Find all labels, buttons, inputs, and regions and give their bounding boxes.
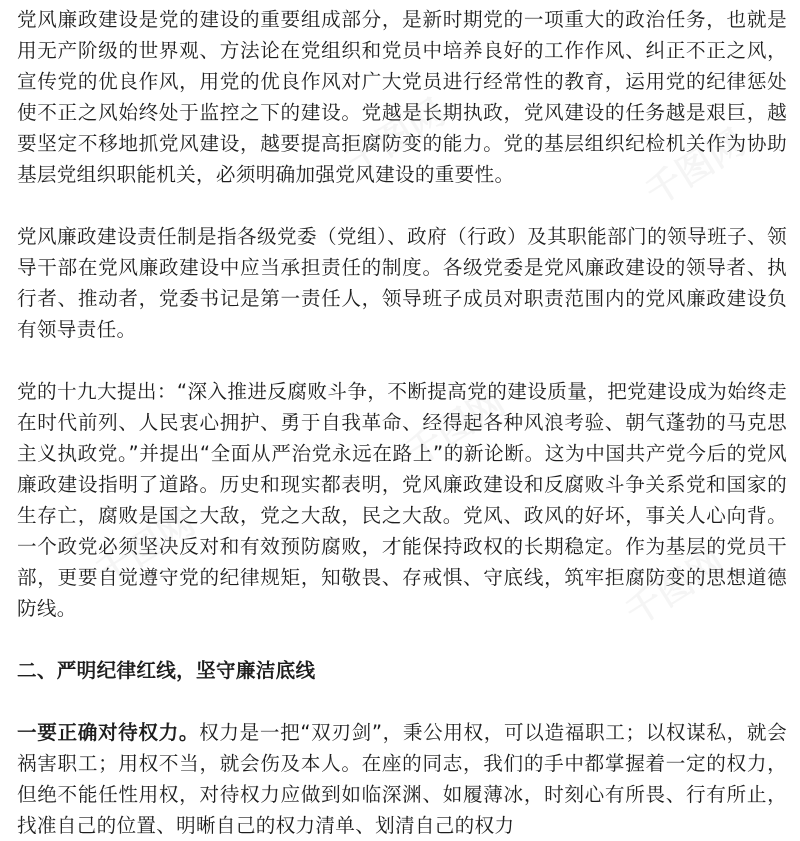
paragraph-2: 党风廉政建设责任制是指各级党委（党组）、政府（行政）及其职能部门的领导班子、领导干部在党风廉政建设中应当承担责任的制度。各级党委是党风廉政建设的领导者、执行者、推动者，党委书记是第一责任人，领导班子成员对职责范围内的党风廉政建设负有领导责任。 <box>17 225 787 341</box>
paragraph-gap <box>17 345 787 376</box>
paragraph-4 <box>17 717 787 841</box>
document-body <box>17 0 787 841</box>
paragraph-gap <box>17 624 787 655</box>
section-heading: 二、严明纪律红线，坚守廉洁底线 <box>17 659 316 682</box>
paragraph-1: 党风廉政建设是党的建设的重要组成部分，是新时期党的一项重大的政治任务，也就是用无产阶级的世界观、方法论在党组织和党员中培养良好的工作作风、纠正不正之风，宣传党的优良作风，用党的优良作风对广大党员进行经常性的教育，运用党的纪律惩处使不正之风始终处于监控之下的建设。党越是长期执政，党风建设的任务越是艰巨，越要坚定不移地抓党风建设，越要提高拒腐防变的能力。党的基层组织纪检机关作为协助基层党组织职能机关，必须明确加强党风建设的重要性。 <box>17 8 787 186</box>
paragraph-3: 党的十九大提出：“深入推进反腐败斗争，不断提高党的建设质量，把党建设成为始终走在时代前列、人民衷心拥护、勇于自我革命、经得起各种风浪考验、朝气蓬勃的马克思主义执政党。”并提出“全面从严治党永远在路上”的新论断。这为中国共产党今后的党风廉政建设指明了道路。历史和现实都表明，党风廉政建设和反腐败斗争关系党和国家的生存亡，腐败是国之大敌，党之大敌，民之大敌。党风、政风的好坏，事关人心向背。一个政党必须坚决反对和有效预防腐败，才能保持政权的长期稳定。作为基层的党员干部，更要自觉遵守党的纪律规矩，知敬畏、存戒惧、守底线，筑牢拒腐防变的思想道德防线。 <box>17 380 787 620</box>
paragraph-gap <box>17 190 787 221</box>
paragraph-4-lead: 一要正确对待权力。 <box>17 721 200 744</box>
paragraph-gap <box>17 686 787 717</box>
paragraph-4-body: 权力是一把“双刃剑”，秉公用权，可以造福职工；以权谋私，就会祸害职工；用权不当，就会伤及本人。在座的同志，我们的手中都掌握着一定的权力，但绝不能任性用权，对待权力应做到如临深渊、如履薄冰，时刻心有所畏、行有所止，找准自己的位置、明晰自己的权力清单、划清自己的权力 <box>17 721 787 837</box>
